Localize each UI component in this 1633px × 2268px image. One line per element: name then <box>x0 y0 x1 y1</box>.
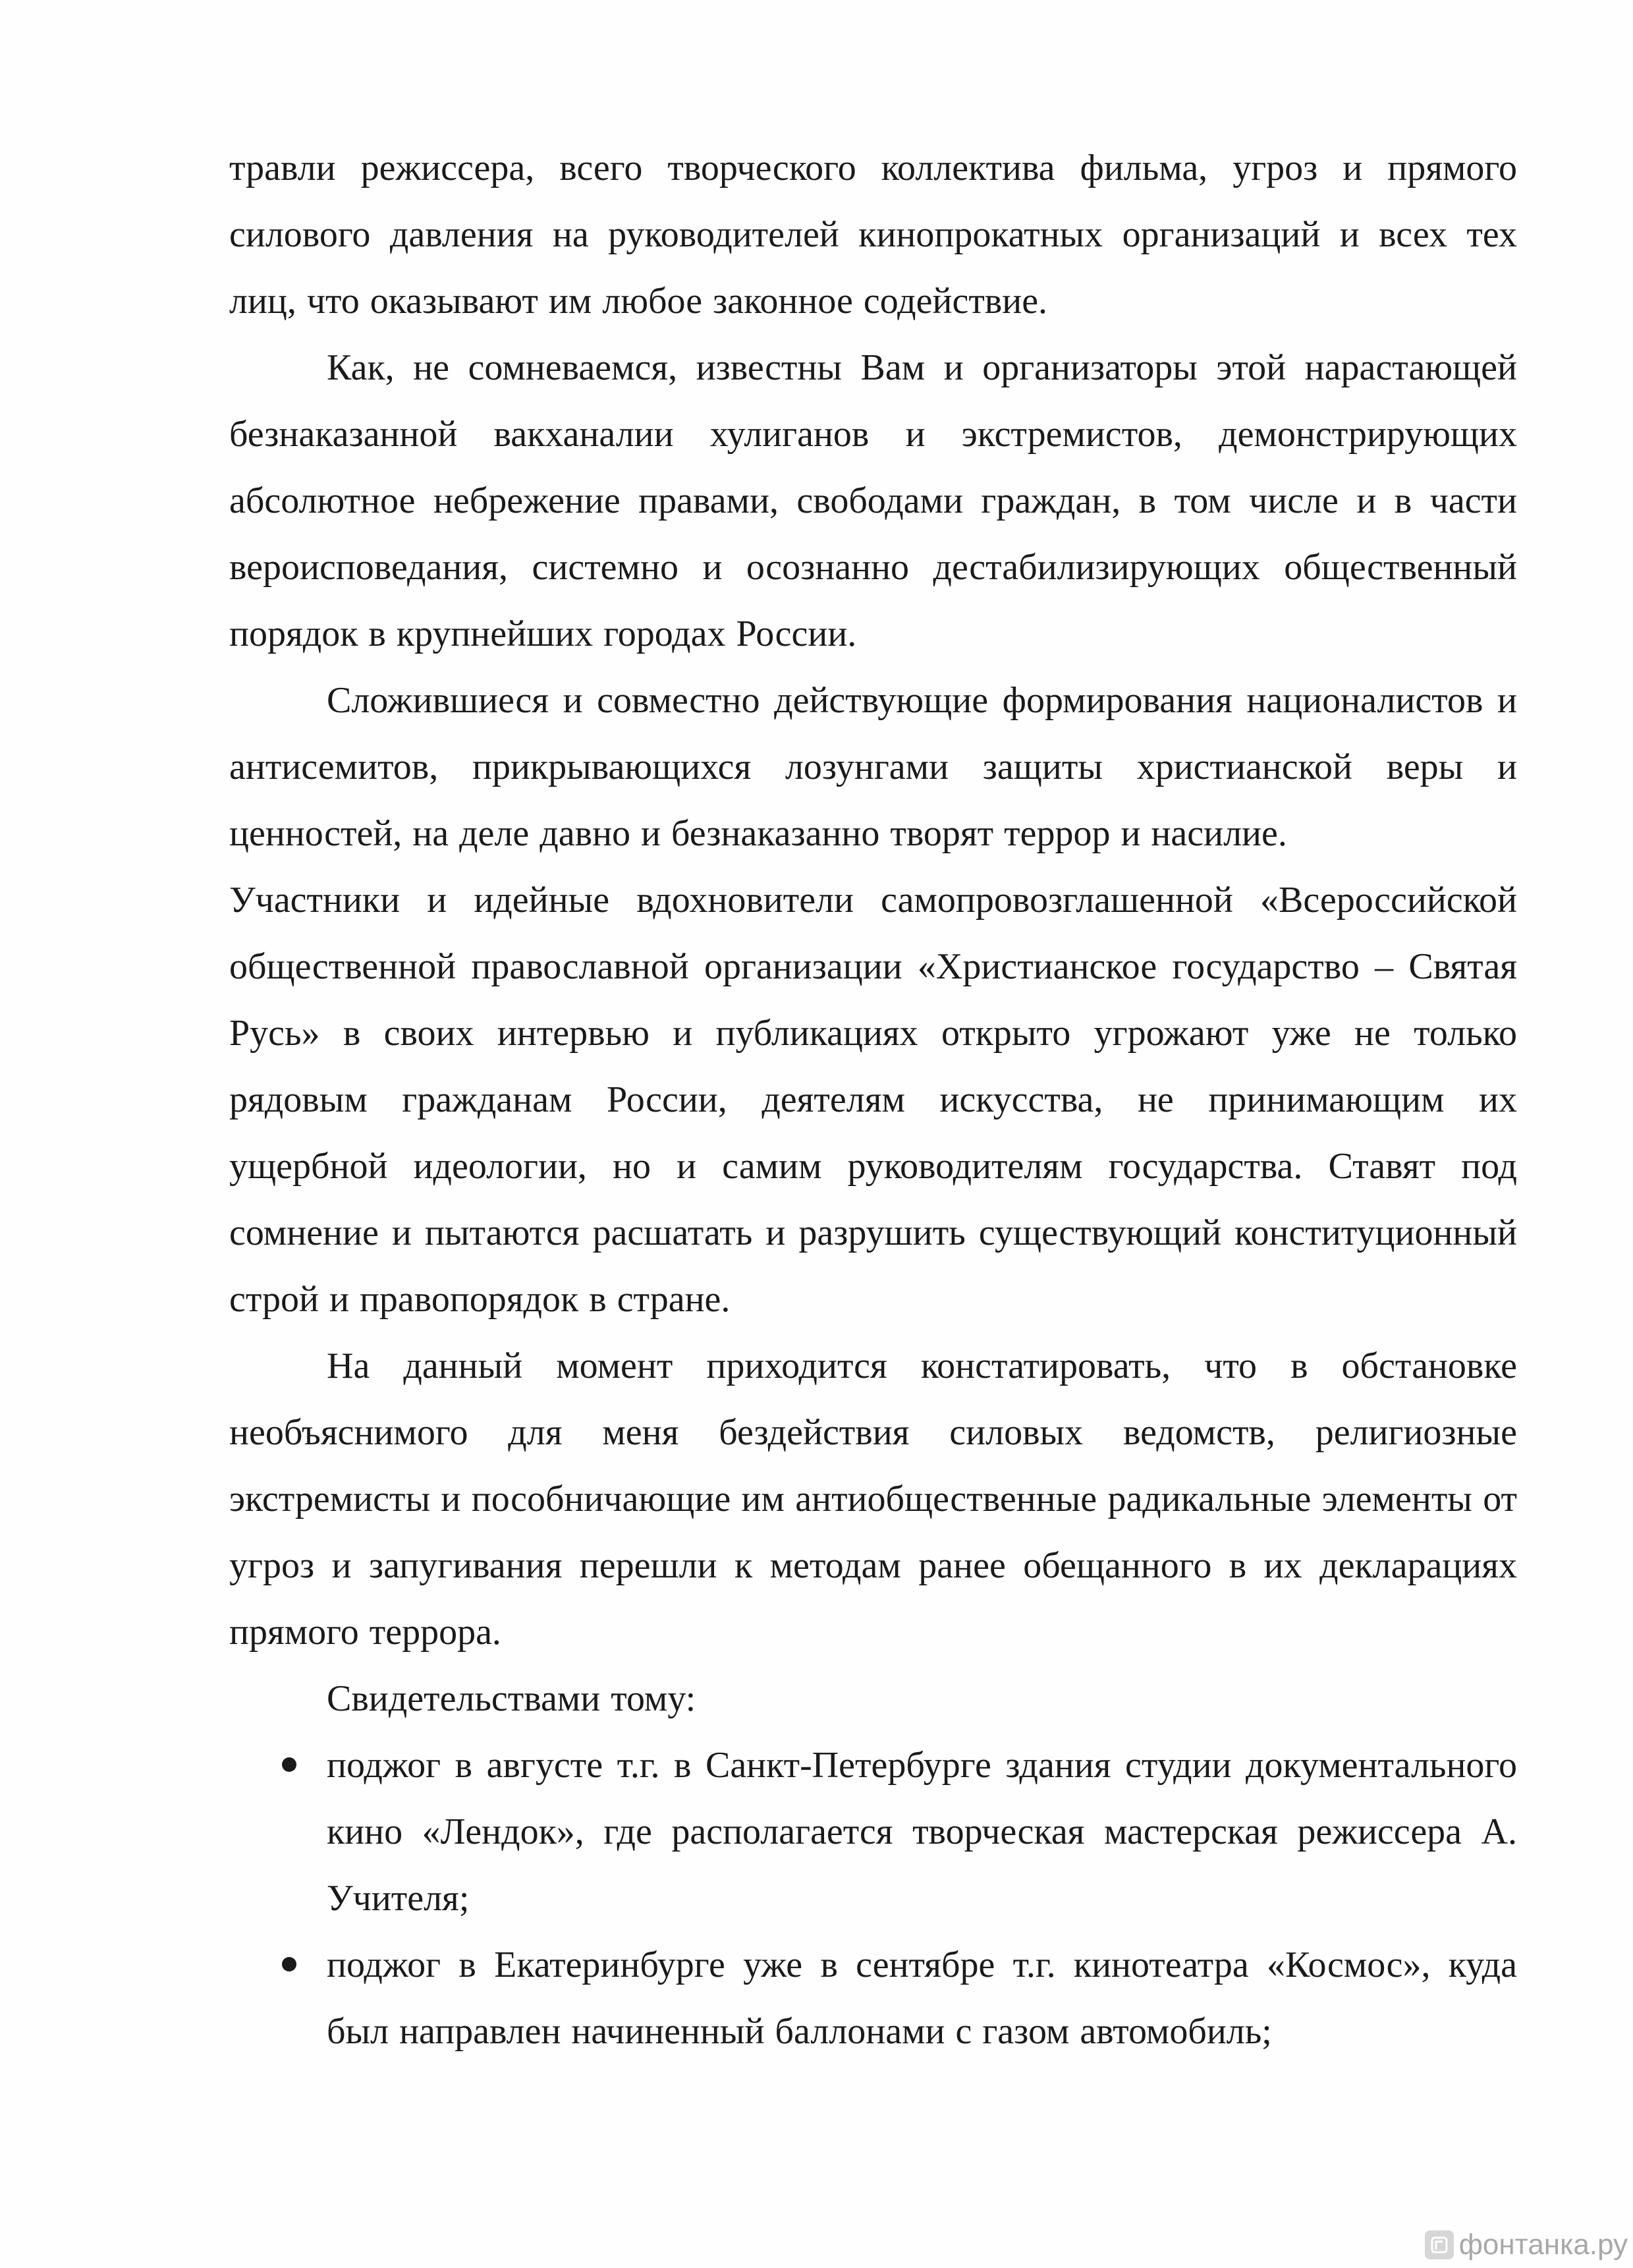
bullet-icon <box>282 1957 296 1971</box>
fontanka-logo-icon <box>1425 2230 1454 2259</box>
list-item-text: поджог в августе т.г. в Санкт-Петербурге здания студии документального кино «Лендок», где располагается творческая мастерская режиссера А. Учителя; <box>327 1745 1517 1919</box>
paragraph-4: Участники и идейные вдохновители самопровозглашенной «Всероссийской общественной православной организации «Христианское государство – Святая Русь» в своих интервью и публикациях открыто угрожают уже не только рядовым гражданам России, деятелям искусства, не принимающим их ущербной идеологии, но и самим руководителям государства. Ставят под сомнение и пытаются расшатать и разрушить существующий конституционный строй и правопорядок в стране. <box>229 880 1517 1320</box>
list-item <box>229 1732 1517 1932</box>
watermark-text: фонтанка.ру <box>1458 2228 1628 2261</box>
paragraph-1: травли режиссера, всего творческого коллектива фильма, угроз и прямого силового давления на руководителей кинопрокатных организаций и всех тех лиц, что оказывают им любое законное содействие. <box>229 148 1517 322</box>
paragraph-5: На данный момент приходится констатировать, что в обстановке необъяснимого для меня бездействия силовых ведомств, религиозные экстремисты и пособничающие им антиобщественные радикальные элементы от угроз и запугивания перешли к методам ранее обещанного в их декларациях прямого террора. <box>229 1346 1517 1653</box>
bullet-icon <box>282 1757 296 1772</box>
paragraph-6: Свидетельствами тому: <box>327 1678 696 1719</box>
watermark <box>1425 2228 1628 2261</box>
paragraph-3: Сложившиеся и совместно действующие формирования националистов и антисемитов, прикрывающихся лозунгами защиты христианской веры и ценностей, на деле давно и безнаказанно творят террор и насилие. <box>229 680 1517 854</box>
list-item <box>229 1932 1517 2065</box>
evidence-list <box>229 1732 1517 2065</box>
letter-body <box>229 135 1517 2065</box>
list-item-text: поджог в Екатеринбурге уже в сентябре т.г. кинотеатра «Космос», куда был направлен начиненный баллонами с газом автомобиль; <box>327 1944 1517 2052</box>
paragraph-2: Как, не сомневаемся, известны Вам и организаторы этой нарастающей безнаказанной вакханалии хулиганов и экстремистов, демонстрирующих абсолютное небрежение правами, свободами граждан, в том числе и в части вероисповедания, системно и осознанно дестабилизирующих общественный порядок в крупнейших городах России. <box>229 347 1517 654</box>
